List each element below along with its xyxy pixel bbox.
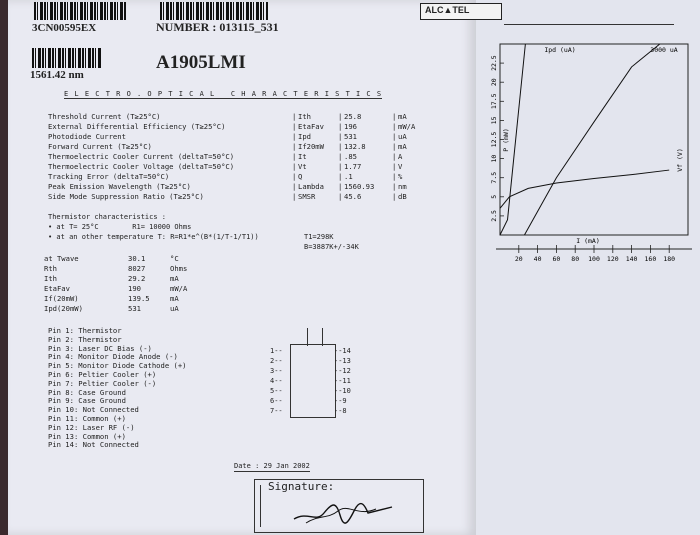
pin-description: Pin 7: Peltier Cooler (-) — [48, 378, 157, 388]
section-title: E L E C T R O . O P T I C A L C H A R A C T E R I S T I C S — [64, 90, 383, 98]
char-unit: dB — [398, 192, 407, 201]
x-tick-label: 40 — [533, 255, 542, 263]
table-divider: | — [338, 182, 343, 191]
table-divider: | — [292, 192, 297, 201]
thermistor-line1: • at T= 25°C R1= 10000 Ohms — [48, 223, 192, 231]
twave-unit: °C — [170, 254, 179, 263]
char-label: Tracking Error (deltaT=50°C) — [48, 172, 170, 181]
y-tick-label: 7.5 — [490, 171, 498, 184]
twave-label: EtaFav — [44, 284, 70, 293]
series-line — [500, 170, 669, 208]
twave-value: 29.2 — [128, 274, 146, 283]
serial-number: 3CN00595EX — [32, 22, 97, 34]
alcatel-logo-text: ALC▲TEL — [425, 5, 470, 15]
model-number: A1905LMI — [156, 52, 246, 73]
series-line — [524, 44, 659, 235]
char-symbol: Ith — [298, 112, 311, 121]
wavelength-label: 1561.42 nm — [30, 69, 84, 81]
twave-unit: uA — [170, 304, 179, 313]
pinout-pin-right: --12 — [334, 367, 351, 375]
twave-value: 190 — [128, 284, 141, 293]
thermistor-line2: • at an other temperature T: R=R1*e^(B*(1/T-1/T1)) — [48, 233, 259, 241]
pinout-pin-right: --8 — [334, 407, 347, 415]
table-divider: | — [392, 132, 397, 141]
x-axis-label: I (mA) — [576, 237, 600, 245]
char-label: Thermoelectric Cooler Current (deltaT=50°C) — [48, 152, 235, 161]
issue-date: Date : 29 Jan 2002 — [234, 462, 310, 470]
twave-value: 139.5 — [128, 294, 150, 303]
pinout-pin-right: --11 — [334, 377, 351, 385]
top-left-label: Ipd (uA) — [544, 46, 576, 54]
char-unit: mW/A — [398, 122, 416, 131]
pin-description: Pin 13: Common (+) — [48, 431, 126, 441]
characteristics-table — [48, 112, 428, 204]
char-unit: mA — [398, 112, 407, 121]
char-symbol: Vt — [298, 162, 307, 171]
y-tick-label: 15 — [490, 116, 498, 125]
char-label: Forward Current (T≥25°C) — [48, 142, 152, 151]
char-symbol: Lambda — [298, 182, 324, 191]
pin-description: Pin 8: Case Ground — [48, 387, 126, 397]
char-value: 25.8 — [344, 112, 362, 121]
char-unit: V — [398, 162, 403, 171]
handwritten-signature — [288, 493, 398, 529]
pinout-pin-left: 5-- — [270, 387, 283, 395]
char-symbol: EtaFav — [298, 122, 324, 131]
table-divider: | — [338, 152, 343, 161]
table-divider: | — [392, 112, 397, 121]
y-axis-label-left: P (mW) — [502, 128, 510, 152]
char-label: Thermoelectric Cooler Voltage (deltaT=50°C) — [48, 162, 235, 171]
char-unit: mA — [398, 142, 407, 151]
twave-table — [44, 254, 284, 318]
char-value: 531 — [344, 132, 357, 141]
table-divider: | — [338, 142, 343, 151]
pin-description: Pin 3: Laser DC Bias (-) — [48, 343, 152, 353]
barcode-wavelength — [32, 48, 102, 68]
table-divider: | — [392, 172, 397, 181]
table-divider: | — [292, 122, 297, 131]
twave-value: 531 — [128, 304, 141, 313]
pinout-pin-left: 2-- — [270, 357, 283, 365]
pin-description: Pin 12: Laser RF (-) — [48, 422, 135, 432]
table-divider: | — [392, 142, 397, 151]
y-tick-label: 2.5 — [490, 210, 498, 222]
pinout-body — [290, 344, 336, 418]
table-divider: | — [392, 152, 397, 161]
table-divider: | — [392, 122, 397, 131]
char-symbol: SMSR — [298, 192, 316, 201]
table-divider: | — [392, 162, 397, 171]
char-symbol: It — [298, 152, 307, 161]
top-right-label: 3000 uA — [650, 46, 678, 54]
y-tick-label: 10 — [490, 154, 498, 163]
pin-description: Pin 2: Thermistor — [48, 334, 122, 344]
twave-value: 30.1 — [128, 254, 146, 263]
twave-unit: mA — [170, 294, 179, 303]
plot-frame — [500, 44, 688, 235]
twave-label: Ith — [44, 274, 57, 283]
char-label: Photodiode Current — [48, 132, 126, 141]
table-divider: | — [292, 182, 297, 191]
x-tick-label: 120 — [606, 255, 619, 263]
pin-description: Pin 5: Monitor Diode Cathode (+) — [48, 361, 187, 371]
char-symbol: If20mW — [298, 142, 324, 151]
pin-description: Pin 6: Peltier Cooler (+) — [48, 370, 157, 379]
char-label: Threshold Current (T≥25°C) — [48, 112, 161, 121]
pin-list — [8, 326, 268, 450]
pinout-pin-left: 7-- — [270, 407, 283, 415]
table-divider: | — [292, 132, 297, 141]
char-value: 132.8 — [344, 142, 366, 151]
twave-label: at Twave — [44, 254, 79, 263]
char-value: 1.77 — [344, 162, 362, 171]
table-divider: | — [338, 172, 343, 181]
x-tick-label: 60 — [552, 255, 561, 263]
table-divider: | — [392, 182, 397, 191]
pin-description: Pin 14: Not Connected — [48, 440, 139, 450]
char-label: Side Mode Suppression Ratio (T≥25°C) — [48, 192, 204, 201]
pinout-pin-left: 6-- — [270, 397, 283, 405]
table-divider: | — [292, 162, 297, 171]
x-tick-label: 180 — [663, 255, 676, 263]
x-tick-label: 160 — [644, 255, 657, 263]
x-tick-label: 20 — [514, 255, 523, 263]
twave-unit: mA — [170, 274, 179, 283]
pinout-pin-right: --10 — [334, 387, 351, 395]
table-divider: | — [338, 132, 343, 141]
char-value: 1560.93 — [344, 182, 375, 191]
char-symbol: Q — [298, 172, 303, 181]
char-unit: nm — [398, 182, 407, 191]
pinout-pin-right: --14 — [334, 347, 351, 355]
graph-page — [425, 0, 700, 535]
char-label: External Differential Efficiency (T≥25°C) — [48, 122, 226, 131]
twave-label: Ipd(20mW) — [44, 304, 83, 313]
table-divider: | — [338, 122, 343, 131]
pinout-pin-left: 1-- — [270, 347, 283, 355]
graph-top-rule — [504, 24, 674, 25]
y-tick-label: 17.5 — [490, 93, 498, 110]
y-tick-label: 22.5 — [490, 55, 498, 71]
table-divider: | — [292, 112, 297, 121]
datasheet-page — [8, 0, 476, 535]
pin-description: Pin 11: Common (+) — [48, 414, 126, 423]
twave-label: Rth — [44, 264, 57, 273]
table-divider: | — [392, 192, 397, 201]
x-tick-label: 140 — [625, 255, 638, 263]
char-value: .1 — [344, 172, 353, 181]
x-tick-label: 100 — [588, 255, 600, 263]
char-value: 45.6 — [344, 192, 362, 201]
x-tick-label: 80 — [571, 255, 580, 263]
y-tick-label: 12.5 — [490, 131, 498, 148]
pinout-pin-right: --9 — [334, 397, 347, 405]
barcode-number — [160, 2, 268, 20]
table-divider: | — [292, 142, 297, 151]
pin-description: Pin 1: Thermistor — [48, 326, 122, 335]
pi-curve-chart — [478, 30, 698, 270]
pinout-pin-left: 3-- — [270, 367, 283, 375]
barcode-serial — [34, 2, 126, 20]
twave-unit: mW/A — [170, 284, 188, 293]
char-value: 196 — [344, 122, 357, 131]
y-tick-label: 5 — [490, 194, 498, 199]
char-symbol: Ipd — [298, 132, 311, 141]
table-divider: | — [292, 172, 297, 181]
thermistor-title: Thermistor characteristics : — [48, 213, 167, 221]
y-axis-label-right: Vf (V) — [676, 148, 684, 172]
thermistor-b: B=3887K+/-34K — [304, 243, 359, 251]
twave-label: If(20mW) — [44, 294, 79, 303]
twave-value: 8027 — [128, 264, 146, 273]
char-unit: A — [398, 152, 403, 161]
document-number: NUMBER : 013115_531 — [156, 20, 279, 34]
pinout-pin-right: --13 — [334, 357, 351, 365]
char-label: Peak Emission Wavelength (T≥25°C) — [48, 182, 191, 191]
char-unit: uA — [398, 132, 407, 141]
table-divider: | — [338, 112, 343, 121]
pin-description: Pin 9: Case Ground — [48, 396, 126, 406]
thermistor-t1: T1=298K — [304, 233, 334, 241]
signature-label: Signature: — [268, 480, 335, 493]
pin-description: Pin 10: Not Connected — [48, 405, 139, 415]
pinout-pin-left: 4-- — [270, 377, 283, 385]
char-value: .85 — [344, 152, 357, 161]
table-divider: | — [338, 162, 343, 171]
table-divider: | — [292, 152, 297, 161]
pinout-diagram — [270, 328, 380, 424]
char-unit: % — [398, 172, 403, 181]
twave-unit: Ohms — [170, 264, 188, 273]
table-divider: | — [338, 192, 343, 201]
y-tick-label: 20 — [490, 78, 498, 87]
pin-description: Pin 4: Monitor Diode Anode (-) — [48, 352, 178, 362]
